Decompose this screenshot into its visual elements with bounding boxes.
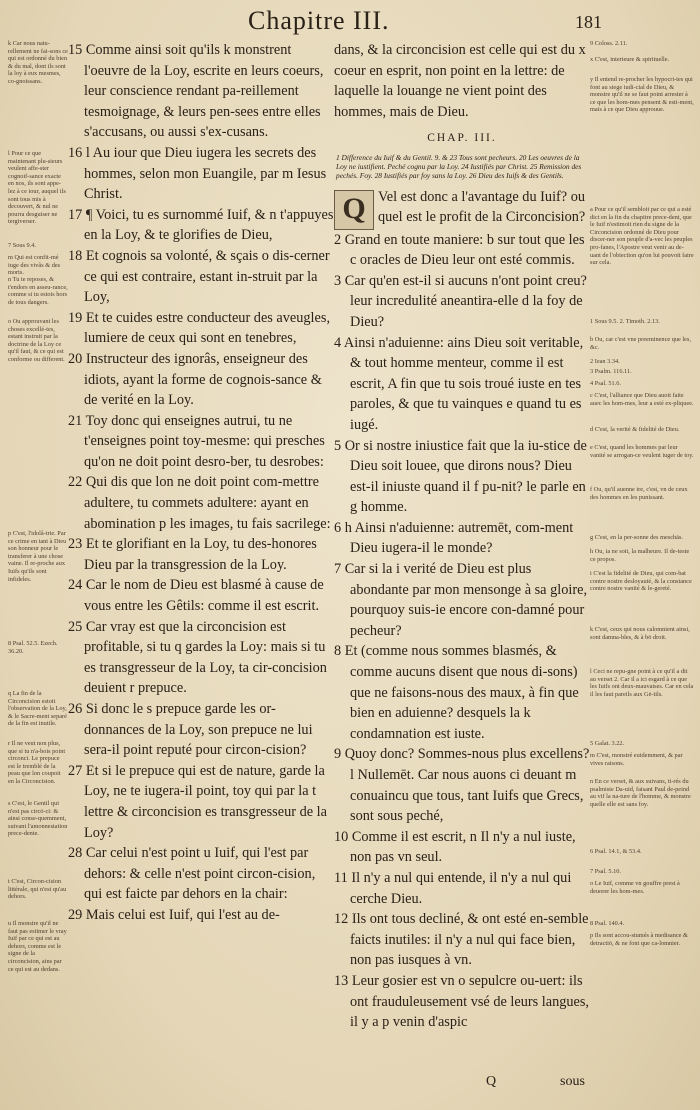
margin-note: q La fin de la Circoncision estoit l'observation de la Loy, & le Sacre-ment separé de la fin est inutile. [8, 690, 67, 728]
margin-ref: 1 Sous 9.5. 2. Timoth. 2.13. [590, 318, 660, 325]
verse: 27 Et si le prepuce qui est de nature, garde la Loy, ne te iugera-il point, toy qui par la t lettre & circoncision es transgresseur de la Loy? [68, 762, 327, 841]
verse: 23 Et te glorifiant en la Loy, tu des-honores Dieu par la transgression de la Loy. [68, 536, 317, 573]
verse: 4 Ainsi n'aduienne: ains Dieu soit veritable, & tout homme menteur, comme il est escrit, A fin que tu sois troué iuste en tes paroles, & que tu vainques e quand tu es iugé. [334, 334, 584, 433]
verse: 22 Qui dis que lon ne doit point com-mettre adultere, tu commets adultere: ayant en abomination p les images, tu fais sacrilege: [68, 474, 331, 532]
margin-note: n En ce verset, & aux suivans, ti-rés du psalmiste Da-uid, faisant Paul de-peind au vif la na-ture de l'homme, & monstre quelle elle est sans foy. [590, 778, 691, 808]
running-title: Chapitre III. [248, 6, 390, 35]
verse: 18 Et cognois sa volonté, & sçais o dis-cerner ce qui est contraire, estant in-struit par la Loy, [68, 247, 330, 306]
verse: 10 Comme il est escrit, n Il n'y a nul iuste, non pas vn seul. [334, 828, 576, 866]
page-number: 181 [575, 12, 602, 32]
margin-note: p C'est, l'idolâ-trie. Par ce crime en tant à Dieu son honneur pour le transferer à une chose vaine. Il re-proche aux Iuifs qu'ils sont infideles. [8, 530, 67, 583]
verse: 15 Comme ainsi soit qu'ils k monstrent l'oeuvre de la Loy, escrite en leurs coeurs, leur conscience rendant pa-reillement tesmoignage, & leurs pen-sees entre elles s'accusans, ou aussi s'ex-cusans. [68, 42, 324, 141]
chapter-summary: 1 Difference du Iuif & du Gentil. 9. & 23 Tous sont pecheurs. 20 Les oeuvres de la Loy ne iustifient. Peché cognu par la Loy. 24 Iustifiés par Christ. 25 Remission des pechés. Foy. 28 Iustifiés par foy sans la Loy. 26 Dieu des Iuifs & des Gentils. [336, 152, 582, 181]
margin-ref: 9 Coloss. 2.11. [590, 40, 628, 47]
margin-note: b Ou, car c'est vne preeminence que les, &c. [590, 336, 691, 351]
verse: 25 Car vray est que la circoncision est profitable, si tu q gardes la Loy: mais si tu es transgresseur de la Loy, ta cir-concision deuient r prepuce. [68, 618, 327, 697]
margin-note: c C'est, l'alliance que Dieu auoit faite auec les hom-mes, leur a esté ex-pliquee. [590, 392, 694, 407]
margin-ref: 7 Psal. 5.10. [590, 868, 621, 875]
verse-continuation: dans, & la circoncision est celle qui est du x coeur en esprit, non point en la lettre: de laquelle la louange ne vient point des hommes, mais de Dieu. [334, 42, 586, 120]
verse: 7 Car si la i verité de Dieu est plus abondante par mon mensonge à sa gloire, pourquoy suis-ie encore con-damné pour pecheur? [334, 561, 588, 639]
verse: 9 Quoy donc? Sommes-nous plus excellens? l Nullemēt. Car nous auons ci deuant m conuaincu que tous, tant Iuifs que Grecs, sont sous peché, [334, 746, 590, 825]
left-text-column [68, 40, 336, 926]
margin-note: p Ils sont accou-stumés à medisance & detractiō, & ne font que ca-lomnier. [590, 932, 688, 947]
catchword: Q [486, 1074, 497, 1089]
verse: 19 Et te cuides estre conducteur des aveugles, lumiere de ceux qui sont en tenebres, [68, 309, 331, 347]
margin-note: i C'est la fidelité de Dieu, qui com-bat contre nostre desloyauté, & la constance contre nostre vanité & le-gereté. [590, 570, 692, 593]
verse: 26 Si donc le s prepuce garde les or-donnances de la Loy, son prepuce ne lui sera-il point reputé pour circon-cision? [68, 701, 313, 759]
verse: 21 Toy donc qui enseignes autrui, tu ne t'enseignes point toy-mesme: qui presches qu'on ne doit point desro-ber, tu desrobes: [68, 412, 325, 470]
margin-ref: 3 Psalm. 116.11. [590, 368, 632, 375]
margin-note: y Il entend re-procher les hypocri-tes qui font au siege iudi-cial de Dieu, & monstre qu'il ne se faut point arrester à ce que les hom-mes pensent & esti-ment, mais à ce que Dieu approuue. [590, 76, 694, 114]
verse: 6 h Ainsi n'aduienne: autremēt, com-ment Dieu iugera-il le monde? [334, 519, 574, 557]
verse: 13 Leur gosier est vn o sepulcre ou-uert: ils ont frauduleusement vsé de leurs langues, il y a p venin d'aspic [334, 972, 590, 1031]
margin-note: x C'est, interieure & spirituelle. [590, 56, 670, 63]
margin-ref: 5 Galat. 3.22. [590, 740, 625, 747]
verse: 12 Ils ont tous decliné, & ont esté en-semble faicts inutiles: il n'y a nul qui face bien, non pas iusques à vn. [334, 911, 589, 969]
catchword: sous [560, 1074, 585, 1089]
verse: 24 Car le nom de Dieu est blasmé à cause de vous entre les Gêtils: comme il est escrit. [68, 577, 324, 615]
margin-note: t C'est, Circon-cision littérale, qui n'est qu'au dehors. [8, 878, 67, 901]
margin-note: l Ceci ne repu-gne point à ce qu'il a dit au verset 2. Car il a ici esgard à ce que les Iuifs ont deux-mauvaises. Car en cela il les faut pareils aux Gē-tils. [590, 668, 694, 698]
margin-note: o Le Iuif, comme vn gouffre prest à deuorer les hom-mes. [590, 880, 680, 895]
margin-note: e C'est, quand les hommes par leur vanité se arrogan-ce veulent iuger de toy. [590, 444, 694, 459]
margin-note: o Ou approuvant les choses excellé-tes, estant instruit par la doctrine de la Loy ce qu'il faut, & ce qui est conforme ou different. [8, 318, 65, 363]
margin-note: k Car nous natu-rellement ne fai-sons ce qui est ordonné du bien & du mal, dont ils sont la loy à eux mesmes, co-gnoissans. [8, 40, 68, 85]
margin-note: d C'est, la verité & fidelité de Dieu. [590, 426, 680, 433]
verse: 28 Car celui n'est point u Iuif, qui l'est par dehors: & celle n'est point circon-cision, qui est faicte par dehors en la chair: [68, 845, 316, 903]
verse: Vel est donc a l'avantage du Iuif? ou quel est le profit de la Circoncision? [378, 188, 586, 226]
verse: 8 Et (comme nous sommes blasmés, & comme aucuns disent que nous di-sons) que ne faisons-nous des maux, à fin que bien en aduienne? desquels la k condamnation est iuste. [334, 643, 579, 742]
margin-ref: 7 Sous 9.4. [8, 242, 36, 249]
right-text-column [334, 40, 590, 1033]
verse: 11 Il n'y a nul qui entende, il n'y a nul qui cerche Dieu. [334, 869, 572, 907]
margin-ref: 4 Psal. 51.6. [590, 380, 621, 387]
margin-note: a Pour ce qu'il sembloit par ce qui a esté dict en la fin du chapitre prece-dent, que le Iuif n'estimoit rien du signe de la Circoncision ordonné de Dieu pour discer-ner son peuple d'a-vec les peuples pro-fanes, l'Apostre veut venir au de-uant de l'obiection qu'on lui pouvoit faire sur cela. [590, 206, 694, 267]
margin-note: u Il monstre qu'il ne faut pas estimer le vray Iuif par ce qui est au dehors, comme est le signe de la circoncision, ains par ce qui est au dedans. [8, 920, 67, 973]
margin-ref: 8 Psal. 140.4. [590, 920, 625, 927]
margin-note: m C'est, monstré euidemment, & par vives raisons. [590, 752, 683, 767]
margin-note: h Ou, ia ne soit, la malheure. Il de-teste ce propos. [590, 548, 690, 563]
margin-note: n Tu te reposes, & t'endors en asseu-rance, comme si tu estois hors de tous dangers. [8, 276, 68, 306]
margin-note: k C'est, ceux qui nous calomnient ainsi, sont damna-bles, & à bō droit. [590, 626, 690, 641]
chapter-heading: CHAP. III. [427, 132, 497, 145]
verse: 3 Car qu'en est-il si aucuns n'ont point creu? leur incredulité aneantira-elle d la foy de Dieu? [334, 272, 587, 330]
margin-ref: 2 Iean 3.34. [590, 358, 620, 365]
margin-note: s C'est, le Gentil qui n'est pas circō-ci: & ainsi conse-quemment, suivant l'amonnestation prece-dente. [8, 800, 68, 838]
verse: 16 l Au iour que Dieu iugera les secrets des hommes, selon mon Euangile, par m Iesus Christ. [68, 144, 327, 203]
verse: 29 Mais celui est Iuif, qui l'est au de- [68, 906, 280, 923]
chapter-opening [334, 187, 590, 228]
dropcap-initial: Q [334, 190, 374, 230]
margin-note: r Il ne veut non plus, que si tu n'a-bois point circonci. Le prepuce est le tremblé de la peau que lon coupoit en la Circoncision. [8, 740, 66, 785]
margin-note: l Pour ce que maintenant plu-sieurs veulent affe-ster cognoif-sance exacte en nos, ils sont appe-lez à ce iour, auquel ils sont tous mis à decouvert, & nul ne pourra desguiser ne tergiverser. [8, 150, 66, 226]
verse: 17 ¶ Voici, tu es surnommé Iuif, & n t'appuyes en la Loy, & te glorifies de Dieu, [68, 206, 334, 244]
margin-ref: 6 Psal. 14.1, & 53.4. [590, 848, 642, 855]
margin-note: m Qui est confit-mé iuge des vivâs & des morts. [8, 254, 61, 277]
verse: 20 Instructeur des ignorâs, enseigneur des idiots, ayant la forme de cognois-sance & de verité en la Loy. [68, 350, 322, 409]
margin-note: g C'est, en la per-sonne des meschās. [590, 534, 683, 541]
verse: 2 Grand en toute maniere: b sur tout que les c oracles de Dieu leur ont esté commis. [334, 231, 585, 269]
margin-ref: 8 Psal. 52.5. Ezech. 36.20. [8, 640, 58, 655]
verse: 5 Or si nostre iniustice fait que la iu-stice de Dieu soit louee, que dirons nous? Dieu est-il iniuste quand il f pu-nit? le parle en g homme. [334, 437, 587, 516]
margin-note: f Ou, qu'il auenne ire, c'est, vn de ceux des hommes en les punissant. [590, 486, 688, 501]
